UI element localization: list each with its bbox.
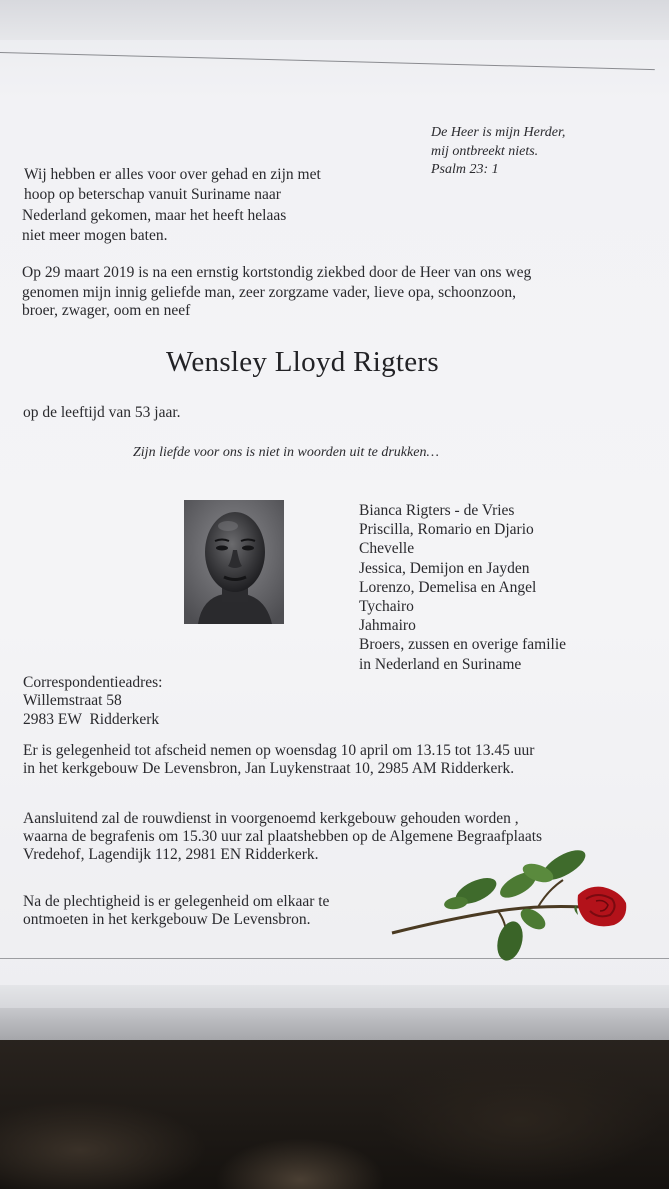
age-line: op de leeftijd van 53 jaar. [23, 404, 181, 421]
family-line: Chevelle [359, 540, 415, 558]
table-surface [0, 1030, 669, 1189]
closing-line: ontmoeten in het kerkgebouw De Levensbron. [23, 911, 311, 928]
intro-line: niet meer mogen baten. [22, 227, 168, 244]
announcement-line: Op 29 maart 2019 is na een ernstig kortstondig ziekbed door de Heer van ons weg [22, 264, 532, 281]
farewell-line: in het kerkgebouw De Levensbron, Jan Luykenstraat 10, 2985 AM Ridderkerk. [23, 760, 515, 777]
rose-icon [388, 845, 638, 970]
card-bottom-shade [0, 985, 669, 1008]
farewell-line: Er is gelegenheid tot afscheid nemen op woensdag 10 april om 13.15 tot 13.45 uur [23, 742, 535, 759]
family-line: Lorenzo, Demelisa en Angel [359, 578, 537, 596]
intro-line: Nederland gekomen, maar het heeft helaas [22, 207, 287, 224]
family-line: Jahmairo [359, 617, 416, 635]
announcement-line: broer, zwager, oom en neef [22, 302, 191, 319]
family-line: Priscilla, Romario en Djario [359, 521, 534, 539]
correspondence-label: Correspondentieadres: [23, 674, 163, 691]
family-line: Tychairo [359, 598, 414, 616]
deceased-name: Wensley Lloyd Rigters [166, 346, 439, 378]
family-line: in Nederland en Suriname [359, 655, 522, 673]
family-line: Jessica, Demijon en Jayden [359, 559, 530, 577]
psalm-line-2: mij ontbreekt niets. [431, 144, 539, 159]
psalm-line-1: De Heer is mijn Herder, [431, 125, 566, 140]
psalm-reference: Psalm 23: 1 [431, 162, 499, 177]
closing-line: Na de plechtigheid is er gelegenheid om elkaar te [23, 893, 330, 910]
announcement-line: genomen mijn innig geliefde man, zeer zorgzame vader, lieve opa, schoonzoon, [22, 284, 517, 301]
intro-line: Wij hebben er alles voor over gehad en zijn met [24, 166, 321, 183]
family-line: Bianca Rigters - de Vries [359, 502, 515, 519]
intro-line: hoop op beterschap vanuit Suriname naar [24, 186, 281, 203]
service-line: waarna de begrafenis om 15.30 uur zal plaatshebben op de Algemene Begraafplaats [23, 828, 543, 845]
correspondence-street: Willemstraat 58 [23, 692, 122, 709]
service-line: Vredehof, Lagendijk 112, 2981 EN Ridderkerk. [23, 846, 319, 863]
family-line: Broers, zussen en overige familie [359, 636, 567, 654]
portrait-photo-image [184, 500, 284, 624]
correspondence-city: 2983 EW Ridderkerk [23, 711, 160, 728]
service-line: Aansluitend zal de rouwdienst in voorgenoemd kerkgebouw gehouden worden , [23, 810, 519, 827]
frame-line-top [0, 52, 655, 70]
portrait-photo [184, 500, 284, 624]
card-top-strip [0, 0, 669, 40]
family-list [359, 501, 566, 674]
memorial-quote: Zijn liefde voor ons is niet in woorden uit te drukken… [133, 445, 439, 460]
